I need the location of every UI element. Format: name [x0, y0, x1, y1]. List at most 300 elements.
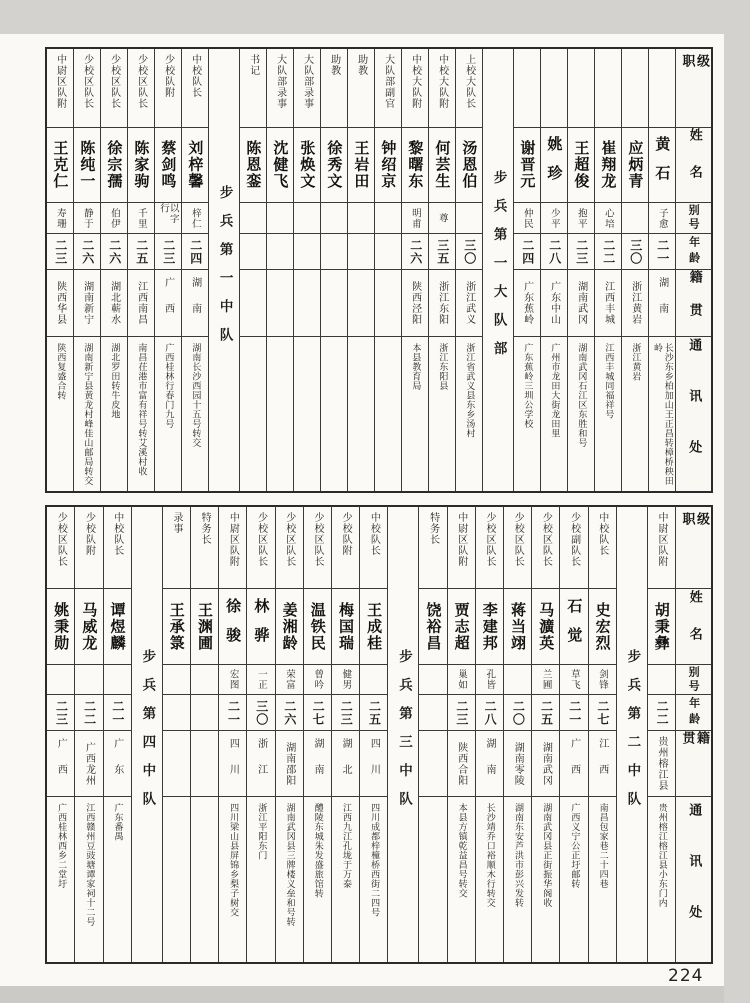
rank-cell — [649, 49, 675, 128]
age-cell: 二四 — [514, 234, 540, 270]
person-column — [418, 507, 446, 962]
contact-cell: 江西赣州豆豉塘谭家祠十二号 — [84, 803, 95, 927]
alias-cell — [104, 665, 131, 695]
rank-cell: 少校区队长 — [532, 507, 559, 589]
native-cell: 湖南 — [476, 731, 503, 797]
name-cell: 黎曙东 — [402, 128, 428, 203]
contact-cell: 湖南武冈石江区东胜和号 — [576, 343, 587, 448]
alias-cell — [191, 665, 218, 695]
contact-cell: 广西桂林西乡二堂圩 — [56, 803, 67, 889]
person-column — [162, 507, 190, 962]
alias-cell — [163, 665, 190, 695]
alias-cell: 少平 — [541, 203, 567, 234]
native-cell: 陕西华县 — [47, 270, 73, 337]
alias-cell — [294, 203, 320, 234]
name-cell: 何芸生 — [429, 128, 455, 203]
native-cell — [294, 270, 320, 337]
person-column — [428, 49, 455, 491]
person-column — [531, 507, 559, 962]
rank-cell — [514, 49, 540, 128]
alias-cell: 千里 — [128, 203, 154, 234]
person-column — [588, 507, 616, 962]
native-cell: 湖南 — [304, 731, 331, 797]
contact-cell — [191, 797, 218, 962]
name-cell: 刘梓馨 — [182, 128, 208, 203]
name-cell: 李建邦 — [476, 589, 503, 665]
alias-cell: 静于 — [74, 203, 100, 234]
name-cell: 史宏烈 — [589, 589, 616, 665]
scan-margin-top — [0, 0, 750, 34]
native-cell: 湖南新宁 — [74, 270, 100, 337]
age-cell: 二〇 — [504, 695, 531, 731]
rank-cell: 少校队附 — [332, 507, 359, 589]
age-cell: 二六 — [276, 695, 303, 731]
native-cell: 湖南 — [182, 270, 208, 337]
scan-margin-bottom — [0, 986, 750, 1003]
native-cell: 广西 — [155, 270, 181, 337]
name-cell: 姚秉勋 — [47, 589, 74, 665]
person-column — [239, 49, 266, 491]
name-cell: 蒋当翊 — [504, 589, 531, 665]
rank-cell — [541, 49, 567, 128]
alias-cell: 巢如 — [448, 665, 475, 695]
contact-header: 通讯处 — [686, 337, 702, 491]
name-cell: 崔翔龙 — [595, 128, 621, 203]
contact-cell: 湖北罗田转牛皮地 — [109, 343, 120, 419]
section-column — [387, 507, 418, 962]
native-cell: 江西 — [589, 731, 616, 797]
contact-cell: 陕西复盛合转 — [55, 343, 66, 400]
age-cell: 二二 — [595, 234, 621, 270]
contact-cell: 湖南东安芦洪市彭兴发转 — [512, 803, 523, 908]
person-column — [648, 49, 675, 491]
contact-cell: 浙江黄岩 — [630, 343, 641, 381]
rank-cell — [568, 49, 594, 128]
age-cell: 二七 — [304, 695, 331, 731]
native-cell: 江西南昌 — [128, 270, 154, 337]
alias-cell — [622, 203, 648, 234]
age-cell: 二三 — [47, 695, 74, 731]
person-column — [303, 507, 331, 962]
person-column — [218, 507, 246, 962]
scan-margin-right — [724, 0, 750, 1003]
alias-cell: 宏图 — [219, 665, 246, 695]
rank-cell: 少校区队长 — [504, 507, 531, 589]
alias-cell — [648, 665, 675, 695]
age-cell: 二三 — [448, 695, 475, 731]
age-cell — [419, 695, 446, 731]
native-cell: 陕西泾阳 — [402, 270, 428, 337]
section-label: 步兵第四中队 — [139, 649, 156, 820]
name-header: 姓名 — [676, 589, 711, 665]
age-cell: 二五 — [532, 695, 559, 731]
alias-header: 别号 — [676, 203, 711, 234]
contact-cell: 江西丰城同福祥号 — [603, 343, 614, 419]
section-label: 步兵第三中队 — [395, 649, 412, 820]
rank-cell: 少校区队长 — [247, 507, 274, 589]
person-column — [513, 49, 540, 491]
contact-cell: 南昌茌港市富有祥号转艾溪村收 — [136, 343, 147, 476]
name-cell: 马威龙 — [75, 589, 102, 665]
person-column — [246, 507, 274, 962]
age-cell: 二一 — [560, 695, 587, 731]
alias-cell: 明甫 — [402, 203, 428, 234]
person-column — [127, 49, 154, 491]
name-cell: 黄石 — [649, 128, 675, 203]
rank-cell: 特务长 — [191, 507, 218, 589]
rank-header: 级职 — [676, 49, 711, 128]
contact-cell: 四川梁山县屏锦乡梨子树交 — [228, 803, 239, 917]
name-cell: 蔡剑鸣 — [155, 128, 181, 203]
native-cell: 湖北 — [332, 731, 359, 797]
rank-cell: 少校队附 — [75, 507, 102, 589]
roster-table-upper — [45, 47, 713, 493]
name-cell: 林骅 — [247, 589, 274, 665]
alias-cell — [419, 665, 446, 695]
person-column — [74, 507, 102, 962]
age-header: 年龄 — [676, 234, 711, 270]
native-cell — [321, 270, 347, 337]
alias-cell: 剑锋 — [589, 665, 616, 695]
contact-cell: 长沙靖乔口裕顺木行转交 — [484, 803, 495, 908]
age-cell: 二二 — [648, 695, 675, 731]
native-cell — [375, 270, 401, 337]
age-cell: 二四 — [182, 234, 208, 270]
rank-cell: 中尉区队附 — [47, 49, 73, 128]
age-cell: 三五 — [429, 234, 455, 270]
age-cell — [240, 234, 266, 270]
column-headers — [675, 49, 711, 491]
contact-cell: 浙江省武义县东乡汤村 — [464, 343, 475, 438]
contact-cell: 广州市龙田大街龙田里 — [549, 343, 560, 438]
native-cell — [419, 731, 446, 797]
person-column — [447, 507, 475, 962]
native-cell: 浙江武义 — [456, 270, 482, 337]
age-cell: 二六 — [101, 234, 127, 270]
rank-cell: 少校区队长 — [476, 507, 503, 589]
contact-cell: 浙江东阳县 — [437, 343, 448, 391]
age-cell: 二八 — [541, 234, 567, 270]
person-column — [455, 49, 482, 491]
rank-cell: 录事 — [163, 507, 190, 589]
rank-cell: 助教 — [348, 49, 374, 128]
section-column — [131, 507, 162, 962]
name-cell: 徐宗孺 — [101, 128, 127, 203]
name-cell: 王克仁 — [47, 128, 73, 203]
person-column — [359, 507, 387, 962]
age-cell: 二六 — [74, 234, 100, 270]
name-cell: 姚珍 — [541, 128, 567, 203]
rank-cell: 中校队长 — [182, 49, 208, 128]
person-column — [540, 49, 567, 491]
native-header: 籍贯 — [676, 731, 711, 797]
age-cell — [163, 695, 190, 731]
rank-cell: 大队部录事 — [294, 49, 320, 128]
name-cell: 王渊圃 — [191, 589, 218, 665]
age-cell: 二五 — [360, 695, 387, 731]
rank-cell: 少校区队长 — [276, 507, 303, 589]
contact-cell: 广东蕉岭三圳公学校 — [522, 343, 533, 429]
person-column — [103, 507, 131, 962]
age-cell: 二三 — [332, 695, 359, 731]
name-cell: 饶裕昌 — [419, 589, 446, 665]
person-column — [647, 507, 675, 962]
section-label: 步兵第一中队 — [216, 184, 233, 356]
native-cell: 浙江东阳 — [429, 270, 455, 337]
alias-cell — [504, 665, 531, 695]
person-column — [594, 49, 621, 491]
contact-cell: 湖南武冈县三牌楼义垒和号转 — [284, 803, 295, 927]
age-cell — [191, 695, 218, 731]
native-cell: 广西 — [47, 731, 74, 797]
section-label: 步兵第一大队部 — [490, 170, 507, 370]
person-column — [621, 49, 648, 491]
age-cell: 三〇 — [456, 234, 482, 270]
contact-cell: 四川成都梓橦桥西街二四号 — [369, 803, 380, 917]
name-cell: 陈家驹 — [128, 128, 154, 203]
rank-cell: 少校区队长 — [101, 49, 127, 128]
rank-header: 级职 — [676, 507, 711, 589]
rank-cell: 少校区队长 — [304, 507, 331, 589]
rank-cell: 大队部副官 — [375, 49, 401, 128]
age-cell: 二七 — [589, 695, 616, 731]
contact-cell — [348, 337, 374, 491]
alias-cell — [360, 665, 387, 695]
native-cell: 四川 — [360, 731, 387, 797]
rank-cell: 中校大队附 — [402, 49, 428, 128]
person-column — [374, 49, 401, 491]
alias-cell: 抱平 — [568, 203, 594, 234]
age-cell: 二一 — [104, 695, 131, 731]
name-cell: 陈纯一 — [74, 128, 100, 203]
person-column — [331, 507, 359, 962]
name-cell: 王超俊 — [568, 128, 594, 203]
rank-cell: 中校大队附 — [429, 49, 455, 128]
person-column — [181, 49, 208, 491]
rank-cell: 中校队长 — [104, 507, 131, 589]
contact-cell: 湖南新宁县黄龙村峰佳山邮局转交 — [82, 343, 93, 486]
age-cell — [267, 234, 293, 270]
person-column — [275, 507, 303, 962]
native-cell — [348, 270, 374, 337]
name-cell: 应炳青 — [622, 128, 648, 203]
native-cell: 湖南武冈 — [568, 270, 594, 337]
native-cell: 湖北蕲水 — [101, 270, 127, 337]
name-cell: 谢晋元 — [514, 128, 540, 203]
rank-cell: 特务长 — [419, 507, 446, 589]
alias-cell: 心培 — [595, 203, 621, 234]
page-number: 224 — [668, 966, 704, 986]
native-cell: 广东 — [104, 731, 131, 797]
name-cell: 汤恩伯 — [456, 128, 482, 203]
rank-cell: 少校副队长 — [560, 507, 587, 589]
rank-cell — [595, 49, 621, 128]
contact-cell — [294, 337, 320, 491]
rank-cell: 上校大队长 — [456, 49, 482, 128]
native-cell — [267, 270, 293, 337]
rank-cell: 助教 — [321, 49, 347, 128]
rank-cell: 中校队长 — [360, 507, 387, 589]
rank-cell: 大队部录事 — [267, 49, 293, 128]
native-cell: 广西 — [560, 731, 587, 797]
alias-cell — [348, 203, 374, 234]
person-column — [100, 49, 127, 491]
alias-cell: 孔皆 — [476, 665, 503, 695]
person-column — [559, 507, 587, 962]
alias-cell: 兰圃 — [532, 665, 559, 695]
contact-cell: 本县教育局 — [410, 343, 421, 391]
contact-cell — [163, 797, 190, 962]
contact-cell: 广西义宁公正圩邮转 — [569, 803, 580, 889]
name-cell: 徐秀文 — [321, 128, 347, 203]
name-cell: 王岩田 — [348, 128, 374, 203]
name-cell: 徐骏 — [219, 589, 246, 665]
alias-header: 别号 — [676, 665, 711, 695]
rank-cell: 少校区队长 — [74, 49, 100, 128]
alias-cell: 荣富 — [276, 665, 303, 695]
contact-cell — [267, 337, 293, 491]
alias-cell: 寿珊 — [47, 203, 73, 234]
native-cell — [163, 731, 190, 797]
person-column — [503, 507, 531, 962]
rank-cell: 少校队附 — [155, 49, 181, 128]
section-column — [616, 507, 647, 962]
native-cell: 浙江 — [247, 731, 274, 797]
contact-cell: 湖南武冈县正街振华阁收 — [541, 803, 552, 908]
rank-cell: 中校队长 — [589, 507, 616, 589]
age-cell — [321, 234, 347, 270]
age-cell: 二二 — [75, 695, 102, 731]
native-cell — [240, 270, 266, 337]
section-label: 步兵第二中队 — [624, 649, 641, 820]
age-cell: 二五 — [128, 234, 154, 270]
rank-cell — [622, 49, 648, 128]
person-column — [47, 49, 73, 491]
contact-cell: 醴陵东城朱发盛旅馆转 — [312, 803, 323, 898]
native-cell: 湖南零陵 — [504, 731, 531, 797]
native-cell: 广东蕉岭 — [514, 270, 540, 337]
person-column — [320, 49, 347, 491]
name-cell: 陈恩銮 — [240, 128, 266, 203]
native-cell: 湖南武冈 — [532, 731, 559, 797]
person-column — [190, 507, 218, 962]
age-cell: 二六 — [402, 234, 428, 270]
name-cell: 贾志超 — [448, 589, 475, 665]
name-cell: 胡秉彝 — [648, 589, 675, 665]
age-cell: 三〇 — [247, 695, 274, 731]
alias-cell: 梓仁 — [182, 203, 208, 234]
native-cell: 四川 — [219, 731, 246, 797]
age-cell: 二三 — [155, 234, 181, 270]
rank-cell: 中尉区队附 — [219, 507, 246, 589]
name-cell: 梅国瑞 — [332, 589, 359, 665]
person-column — [47, 507, 74, 962]
alias-cell: 尊 — [429, 203, 455, 234]
age-cell — [294, 234, 320, 270]
contact-header: 通讯处 — [686, 803, 702, 956]
person-column — [293, 49, 320, 491]
name-cell: 钟绍京 — [375, 128, 401, 203]
alias-cell: 一正 — [247, 665, 274, 695]
age-cell: 三〇 — [622, 234, 648, 270]
native-header: 籍贯 — [676, 270, 711, 337]
native-cell: 湖南 — [649, 270, 675, 337]
section-column — [482, 49, 513, 491]
contact-cell: 广西桂林行春门九号 — [163, 343, 174, 429]
rank-cell: 中尉区队附 — [648, 507, 675, 589]
alias-cell — [240, 203, 266, 234]
native-cell: 贵州榕江县 — [648, 731, 675, 797]
alias-cell — [456, 203, 482, 234]
name-cell: 温铁民 — [304, 589, 331, 665]
native-cell: 广西龙州 — [75, 731, 102, 797]
column-headers — [675, 507, 711, 962]
contact-cell: 湖南长沙西园十五号转交 — [190, 343, 201, 448]
name-cell: 沈健飞 — [267, 128, 293, 203]
person-column — [401, 49, 428, 491]
rank-cell: 书记 — [240, 49, 266, 128]
alias-cell — [267, 203, 293, 234]
name-cell: 王承箓 — [163, 589, 190, 665]
contact-cell — [321, 337, 347, 491]
age-cell: 二三 — [47, 234, 73, 270]
age-cell — [375, 234, 401, 270]
name-cell: 石觉 — [560, 589, 587, 665]
contact-cell — [375, 337, 401, 491]
contact-cell — [419, 797, 446, 962]
rank-cell: 中尉区队附 — [448, 507, 475, 589]
alias-cell: 草飞 — [560, 665, 587, 695]
native-cell: 江西丰城 — [595, 270, 621, 337]
alias-cell: 子愈 — [649, 203, 675, 234]
alias-cell: 曾吟 — [304, 665, 331, 695]
native-cell: 湖南邵阳 — [276, 731, 303, 797]
contact-cell: 广东番禺 — [112, 803, 123, 841]
contact-cell: 南昌包家巷二十四巷 — [597, 803, 608, 889]
alias-cell: 伯伊 — [101, 203, 127, 234]
age-cell: 二八 — [476, 695, 503, 731]
name-header: 姓名 — [676, 128, 711, 203]
roster-table-lower — [45, 505, 713, 964]
age-cell: 二一 — [649, 234, 675, 270]
age-cell: 二一 — [219, 695, 246, 731]
native-cell — [191, 731, 218, 797]
alias-cell — [321, 203, 347, 234]
rank-cell: 少校区队长 — [47, 507, 74, 589]
contact-cell: 长沙东乡柏加山王正昌转樟桥秧田岭 — [652, 343, 673, 486]
alias-cell — [75, 665, 102, 695]
alias-cell — [375, 203, 401, 234]
person-column — [475, 507, 503, 962]
person-column — [347, 49, 374, 491]
native-cell: 浙江黄岩 — [622, 270, 648, 337]
contact-cell: 江西九江孔垅于万泰 — [340, 803, 351, 889]
name-cell: 姜湘龄 — [276, 589, 303, 665]
alias-cell: 以字行 — [155, 203, 181, 234]
alias-cell — [47, 665, 74, 695]
age-header: 年龄 — [676, 695, 711, 731]
age-cell — [348, 234, 374, 270]
contact-cell: 浙江平阳东门 — [256, 803, 267, 860]
person-column — [266, 49, 293, 491]
alias-cell: 健男 — [332, 665, 359, 695]
person-column — [154, 49, 181, 491]
name-cell: 马瀇英 — [532, 589, 559, 665]
name-cell: 王成桂 — [360, 589, 387, 665]
alias-cell: 仲民 — [514, 203, 540, 234]
person-column — [73, 49, 100, 491]
contact-cell: 贵州榕江榕江县小东门内 — [656, 803, 667, 908]
